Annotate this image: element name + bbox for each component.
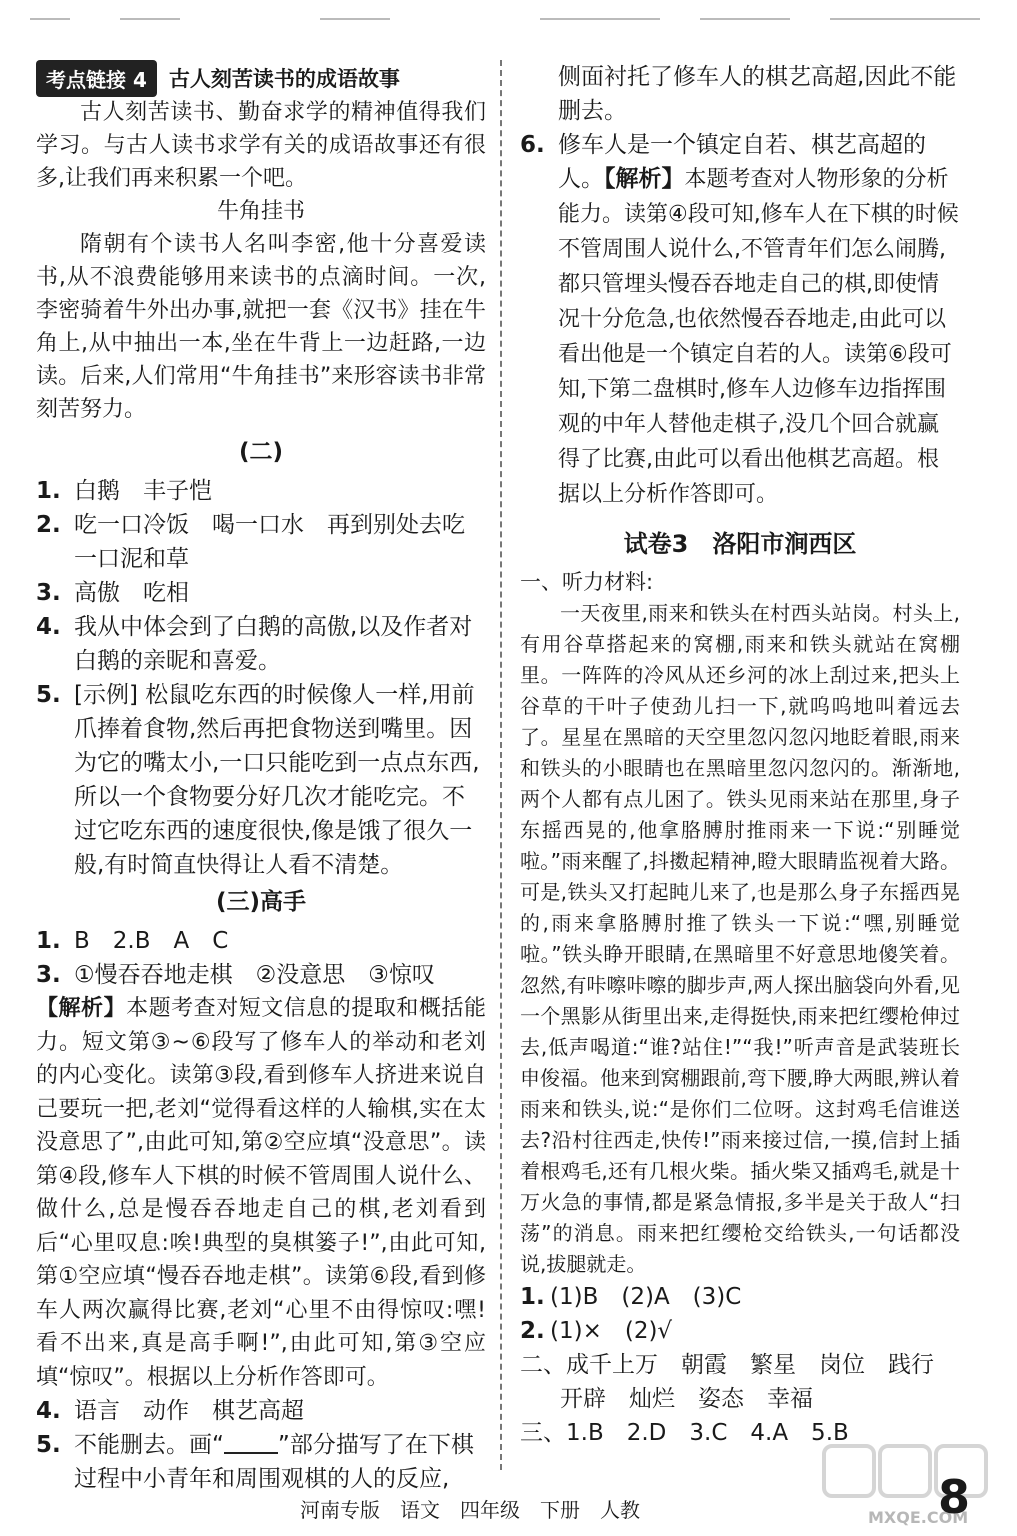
story-paragraph: 隋朝有个读书人名叫李密,他十分喜爱读书,从不浪费能够用来读书的点滴时间。一次,李密骑着牛外出办事,就把一套《汉书》挂在牛角上,从中抽出一本,坐在牛背上一边赶路,一边读。后来,人们常用“牛角挂书”来形容读书非常刻苦努力。 xyxy=(36,232,486,422)
section-2-title: (二) xyxy=(238,439,284,465)
knowledge-link-header xyxy=(36,60,486,96)
part-2-answers: 二、成千上万 朝霞 繁星 岗位 践行 xyxy=(520,1352,934,1378)
watermark-text: MXQE.COM xyxy=(868,1508,969,1527)
answer-number: 5. xyxy=(36,682,61,708)
right-column xyxy=(520,60,960,1450)
answer-item xyxy=(36,610,486,678)
footer-edition: 河南专版 xyxy=(300,1498,380,1522)
answer-text: 我从中体会到了白鹅的高傲,以及作者对白鹅的亲昵和喜爱。 xyxy=(74,614,473,674)
knowledge-link-title: 古人刻苦读书的成语故事 xyxy=(168,67,400,91)
knowledge-link-tag: 考点链接 4 xyxy=(36,60,157,97)
answer-number: 2. xyxy=(36,512,61,538)
answer-number: 1. xyxy=(36,928,61,954)
analysis-text: 本题考查对人物形象的分析能力。读第④段可知,修车人在下棋的时候不管周围人说什么,不管青年们怎么闹腾,都只管埋头慢吞吞地走自己的棋,即使情况十分危急,也依然慢吞吞地走,由此可以看出他是一个镇定自若的人。读第⑥段可知,下第二盘棋时,修车人边修车边指挥围观的中年人替他走棋子,没几个回合就赢得了比赛,由此可以看出他棋艺高超。根据以上分析作答即可。 xyxy=(558,167,959,507)
story-title: 牛角挂书 xyxy=(216,199,305,224)
answer-item xyxy=(36,1394,486,1428)
answer-item xyxy=(520,1280,960,1314)
column-divider xyxy=(500,60,502,1470)
section-3-title: (三)高手 xyxy=(215,889,307,915)
footer-publisher: 人教 xyxy=(600,1498,640,1522)
footer-subject: 语文 xyxy=(400,1498,440,1522)
answer-item xyxy=(36,474,486,508)
analysis-label: 【解析】 xyxy=(36,996,127,1021)
answer-text: (1)× (2)√ xyxy=(550,1318,673,1344)
answer-text: 侧面衬托了修车人的棋艺高超,因此不能删去。 xyxy=(558,64,957,124)
answer-item xyxy=(36,508,486,576)
answer-text: 高傲 吃相 xyxy=(74,580,189,606)
answer-item xyxy=(36,678,486,882)
analysis-label: 【解析】 xyxy=(604,166,685,192)
answer-text: 吃一口冷饭 喝一口水 再到别处去吃一口泥和草 xyxy=(74,512,465,572)
part-3-answers: 三、1.B 2.D 3.C 4.A 5.B xyxy=(520,1420,849,1446)
paper-title: 试卷3 洛阳市涧西区 xyxy=(623,530,857,558)
answer-number: 6. xyxy=(520,132,545,158)
answer-text: 白鹅 丰子恺 xyxy=(74,478,212,504)
answer-item xyxy=(520,128,960,512)
answer-text: (1)B (2)A (3)C xyxy=(550,1284,742,1310)
answer-item xyxy=(36,958,486,992)
answer-item xyxy=(36,576,486,610)
underline-blank xyxy=(224,1430,278,1454)
analysis-paragraph xyxy=(36,992,486,1394)
page-footer xyxy=(300,1494,640,1523)
answer-text: ①慢吞吞地走棋 ②没意思 ③惊叹 xyxy=(74,962,435,988)
continued-answer xyxy=(520,60,960,128)
listening-heading: 一、听力材料: xyxy=(520,570,654,594)
left-column xyxy=(36,60,486,1496)
answer-text: 语言 动作 棋艺高超 xyxy=(74,1398,304,1424)
part-2-answers-line2: 开辟 灿烂 姿态 幸福 xyxy=(560,1386,813,1412)
listening-material: 一天夜里,雨来和铁头在村西头站岗。村头上,有用谷草搭起来的窝棚,雨来和铁头就站在窝棚里。一阵阵的冷风从还乡河的冰上刮过来,把头上谷草的干叶子使劲儿扫一下,就呜呜地叫着远去了。星星在黑暗的天空里忽闪忽闪地眨着眼,雨来和铁头的小眼睛也在黑暗里忽闪忽闪的。渐渐地,两个人都有点儿困了。铁头见雨来站在那里,身子东摇西晃的,他拿胳膊肘推雨来一下说:“别睡觉啦。”雨来醒了,抖擞起精神,瞪大眼睛监视着大路。可是,铁头又打起盹儿来了,也是那么身子东摇西晃的,雨来拿胳膊肘推了铁头一下说:“嘿,别睡觉啦。”铁头睁开眼睛,在黑暗里不好意思地傻笑着。忽然,有咔嚓咔嚓的脚步声,两人探出脑袋向外看,见一个黑影从街里出来,走得挺快,雨来把红缨枪伸过去,低声喝道:“谁?站住!”“我!”听声音是武装班长申俊福。他来到窝棚跟前,弯下腰,睁大两眼,辨认着雨来和铁头,说:“是你们二位呀。这封鸡毛信谁送去?沿村往西走,快传!”雨来接过信,一摸,信封上插着根鸡毛,还有几根火柴。插火柴又插鸡毛,就是十万火急的事情,都是紧急情报,多半是关于敌人“扫荡”的消息。雨来把红缨枪交给铁头,一句话都没说,拔腿就走。 xyxy=(520,601,960,1276)
answer-text-post: ”部分描写了在下棋过程中小青年和周围观棋的人的反应, xyxy=(74,1432,474,1492)
answer-number: 5. xyxy=(36,1432,61,1458)
intro-paragraph: 古人刻苦读书、勤奋求学的精神值得我们学习。与古人读书求学有关的成语故事还有很多,让我们再来积累一个吧。 xyxy=(36,100,486,191)
answer-text: 修车人是一个镇定自若、棋艺高超的人。 xyxy=(558,132,926,192)
answer-text: B 2.B A C xyxy=(74,928,229,954)
answer-number: 1. xyxy=(36,478,61,504)
answer-item xyxy=(36,1428,486,1496)
footer-volume: 下册 xyxy=(540,1498,580,1522)
answer-item xyxy=(520,1314,960,1348)
answer-number: 3. xyxy=(36,580,61,606)
answer-number: 1. xyxy=(520,1284,545,1310)
answer-number: 4. xyxy=(36,1398,61,1424)
answer-number: 4. xyxy=(36,614,61,640)
answer-text-pre: 不能删去。画“ xyxy=(74,1432,224,1458)
top-scan-marks xyxy=(0,0,1017,40)
analysis-text: 本题考查对短文信息的提取和概括能力。短文第③~⑥段写了修车人的举动和老刘的内心变化。读第③段,看到修车人挤进来说自己要玩一把,老刘“觉得看这样的人输棋,实在太没意思了”,由此可知,第②空应填“没意思”。读第④段,修车人下棋的时候不管周围人说什么、做什么,总是慢吞吞地走自己的棋,老刘看到后“心里叹息:唉!典型的臭棋篓子!”,由此可知,第①空应填“慢吞吞地走棋”。读第⑥段,看到修车人两次赢得比赛,老刘“心里不由得惊叹:嘿!看不出来,真是高手啊!”,由此可知,第③空应填“惊叹”。根据以上分析作答即可。 xyxy=(36,996,486,1390)
page-number: 8 xyxy=(938,1470,971,1524)
answer-number: 2. xyxy=(520,1318,545,1344)
footer-grade: 四年级 xyxy=(460,1498,520,1522)
answer-text: [示例] 松鼠吃东西的时候像人一样,用前爪捧着食物,然后再把食物送到嘴里。因为它的嘴太小,一口只能吃到一点点东西,所以一个食物要分好几次才能吃完。不过它吃东西的速度很快,像是饿了很久一般,有时简直快得让人看不清楚。 xyxy=(74,682,480,878)
answer-number: 3. xyxy=(36,962,61,988)
answer-item xyxy=(36,924,486,958)
